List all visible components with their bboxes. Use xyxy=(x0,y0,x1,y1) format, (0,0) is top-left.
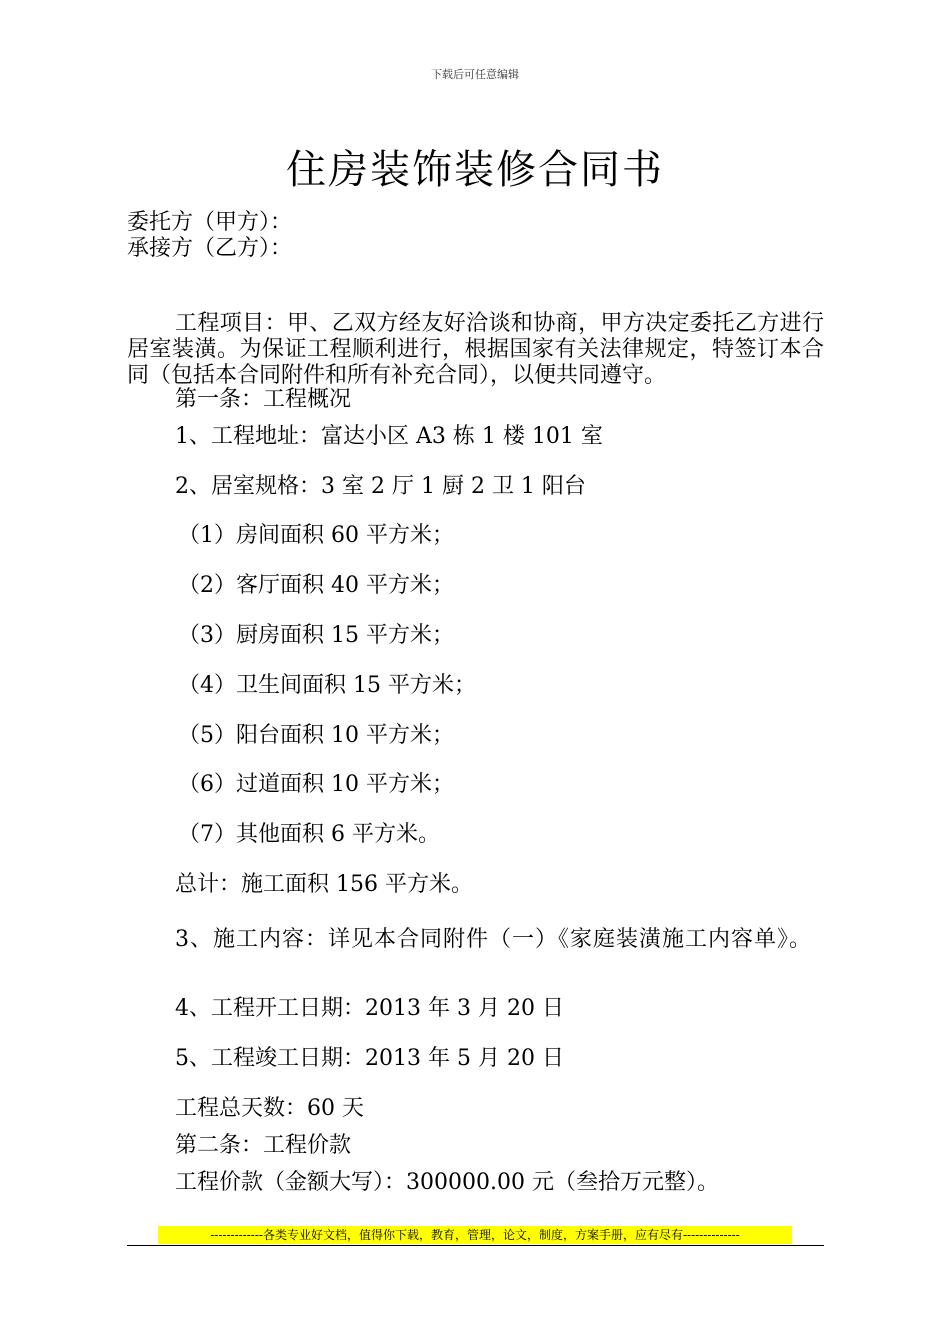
footer-banner: -------------各类专业好文档，值得你下载，教育，管理，论文，制度，方案手册，应有尽有-------------- xyxy=(158,1226,792,1244)
footer-divider xyxy=(127,1245,824,1246)
area-item: （4）卫生间面积 15 平方米； xyxy=(178,673,476,698)
area-item: （5）阳台面积 10 平方米； xyxy=(178,723,454,748)
document-title: 住房装饰装修合同书 xyxy=(286,147,664,193)
area-item: （1）房间面积 60 平方米； xyxy=(178,523,454,548)
header-note: 下载后可任意编辑 xyxy=(431,68,519,81)
area-item: （3）厨房面积 15 平方米； xyxy=(178,623,454,648)
contract-price: 工程价款（金额大写）：300000.00 元（叁拾万元整）。 xyxy=(175,1170,719,1195)
total-days: 工程总天数：60 天 xyxy=(175,1096,364,1121)
contractor-party-label: 承接方（乙方）： xyxy=(127,236,293,261)
client-party-label: 委托方（甲方）： xyxy=(127,210,293,235)
article1-heading: 第一条：工程概况 xyxy=(175,387,352,412)
project-address: 1、工程地址：富达小区 A3 栋 1 楼 101 室 xyxy=(175,424,603,449)
area-item: （2）客厅面积 40 平方米； xyxy=(178,573,454,598)
area-item: （6）过道面积 10 平方米； xyxy=(178,772,454,797)
start-date: 4、工程开工日期：2013 年 3 月 20 日 xyxy=(175,996,564,1021)
construction-content: 3、施工内容：详见本合同附件（一）《家庭装潢施工内容单》。 xyxy=(175,927,812,952)
total-area: 总计：施工面积 156 平方米。 xyxy=(175,872,473,897)
end-date: 5、工程竣工日期：2013 年 5 月 20 日 xyxy=(175,1046,564,1071)
room-spec: 2、居室规格：3 室 2 厅 1 厨 2 卫 1 阳台 xyxy=(175,474,586,499)
intro-paragraph: 工程项目：甲、乙双方经友好洽谈和协商，甲方决定委托乙方进行居室装潢。为保证工程顺利进行，根据国家有关法律规定，特签订本合同（包括本合同附件和所有补充合同），以便共同遵守。 xyxy=(127,311,824,388)
area-item: （7）其他面积 6 平方米。 xyxy=(178,822,440,847)
article2-heading: 第二条：工程价款 xyxy=(175,1133,352,1158)
